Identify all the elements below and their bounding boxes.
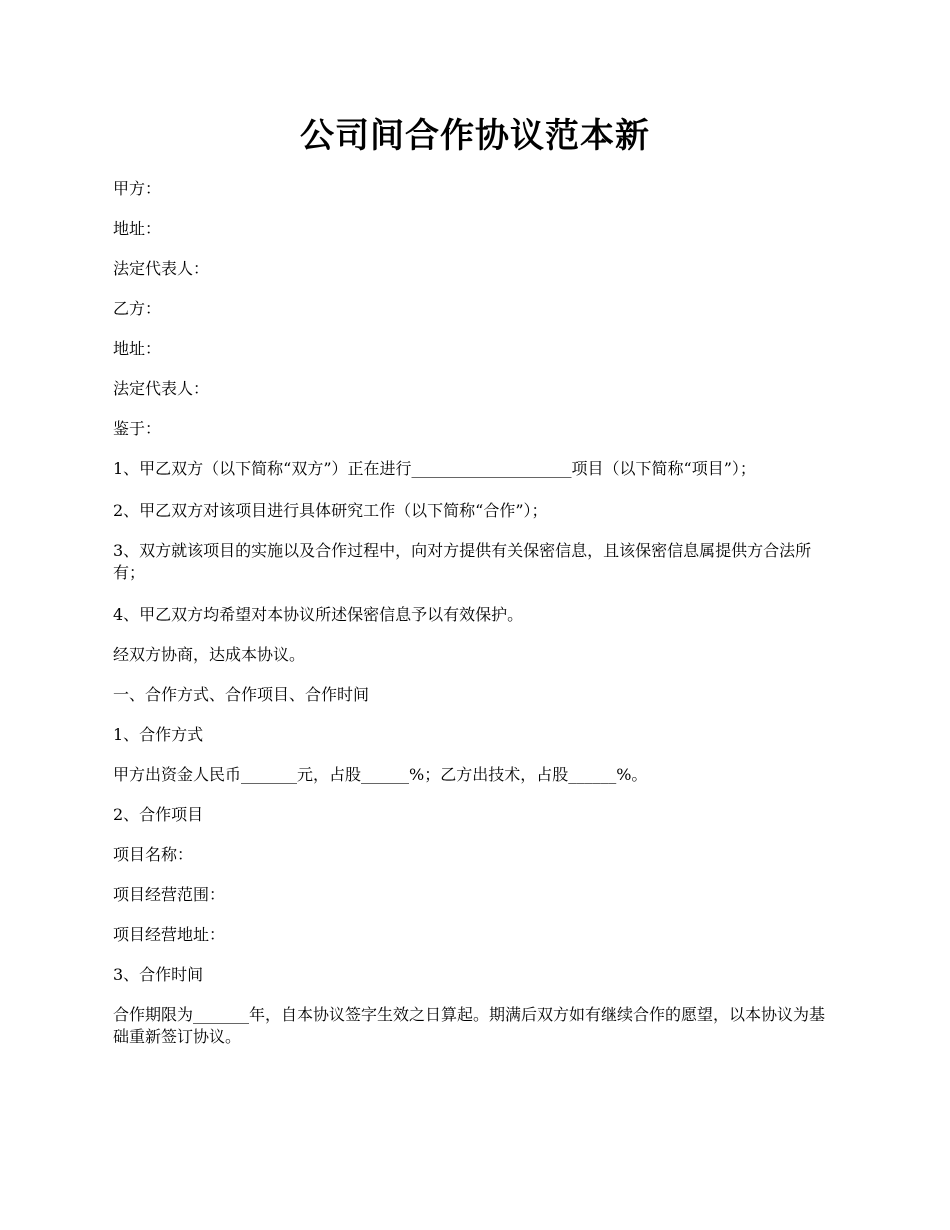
whereas-heading: 鉴于： (113, 419, 162, 438)
document-title: 公司间合作协议范本新 (300, 116, 650, 156)
agreement-statement: 经双方协商，达成本协议。 (113, 645, 306, 664)
party-b-legal-rep-label: 法定代表人： (113, 379, 210, 398)
project-scope-label: 项目经营范围： (113, 885, 226, 904)
party-a-legal-rep-label: 法定代表人： (113, 259, 210, 278)
document-body (113, 178, 833, 1068)
section-1-heading: 一、合作方式、合作项目、合作时间 (113, 685, 370, 704)
whereas-clause-3: 3、双方就该项目的实施以及合作过程中，向对方提供有关保密信息，且该保密信息属提供方合法所有； (113, 541, 812, 582)
party-b-label: 乙方： (113, 299, 162, 318)
cooperation-method-text: 甲方出资金人民币_______元，占股______%；乙方出技术，占股______%。 (113, 765, 648, 784)
project-name-label: 项目名称： (113, 845, 194, 864)
subsection-cooperation-method: 1、合作方式 (113, 725, 204, 744)
subsection-cooperation-project: 2、合作项目 (113, 805, 204, 824)
party-b-address-label: 地址： (113, 339, 162, 358)
whereas-clause-2: 2、甲乙双方对该项目进行具体研究工作（以下简称“合作”）； (113, 501, 548, 520)
party-a-label: 甲方： (113, 179, 162, 198)
project-address-label: 项目经营地址： (113, 925, 226, 944)
cooperation-term-text: 合作期限为_______年，自本协议签字生效之日算起。期满后双方如有继续合作的愿望，以本协议为基础重新签订协议。 (113, 1005, 826, 1046)
whereas-clause-4: 4、甲乙双方均希望对本协议所述保密信息予以有效保护。 (113, 605, 524, 624)
whereas-clause-1: 1、甲乙双方（以下简称“双方”）正在进行____________________项目（以下简称“项目”）； (113, 459, 756, 478)
party-a-address-label: 地址： (113, 219, 162, 238)
subsection-cooperation-time: 3、合作时间 (113, 965, 204, 984)
